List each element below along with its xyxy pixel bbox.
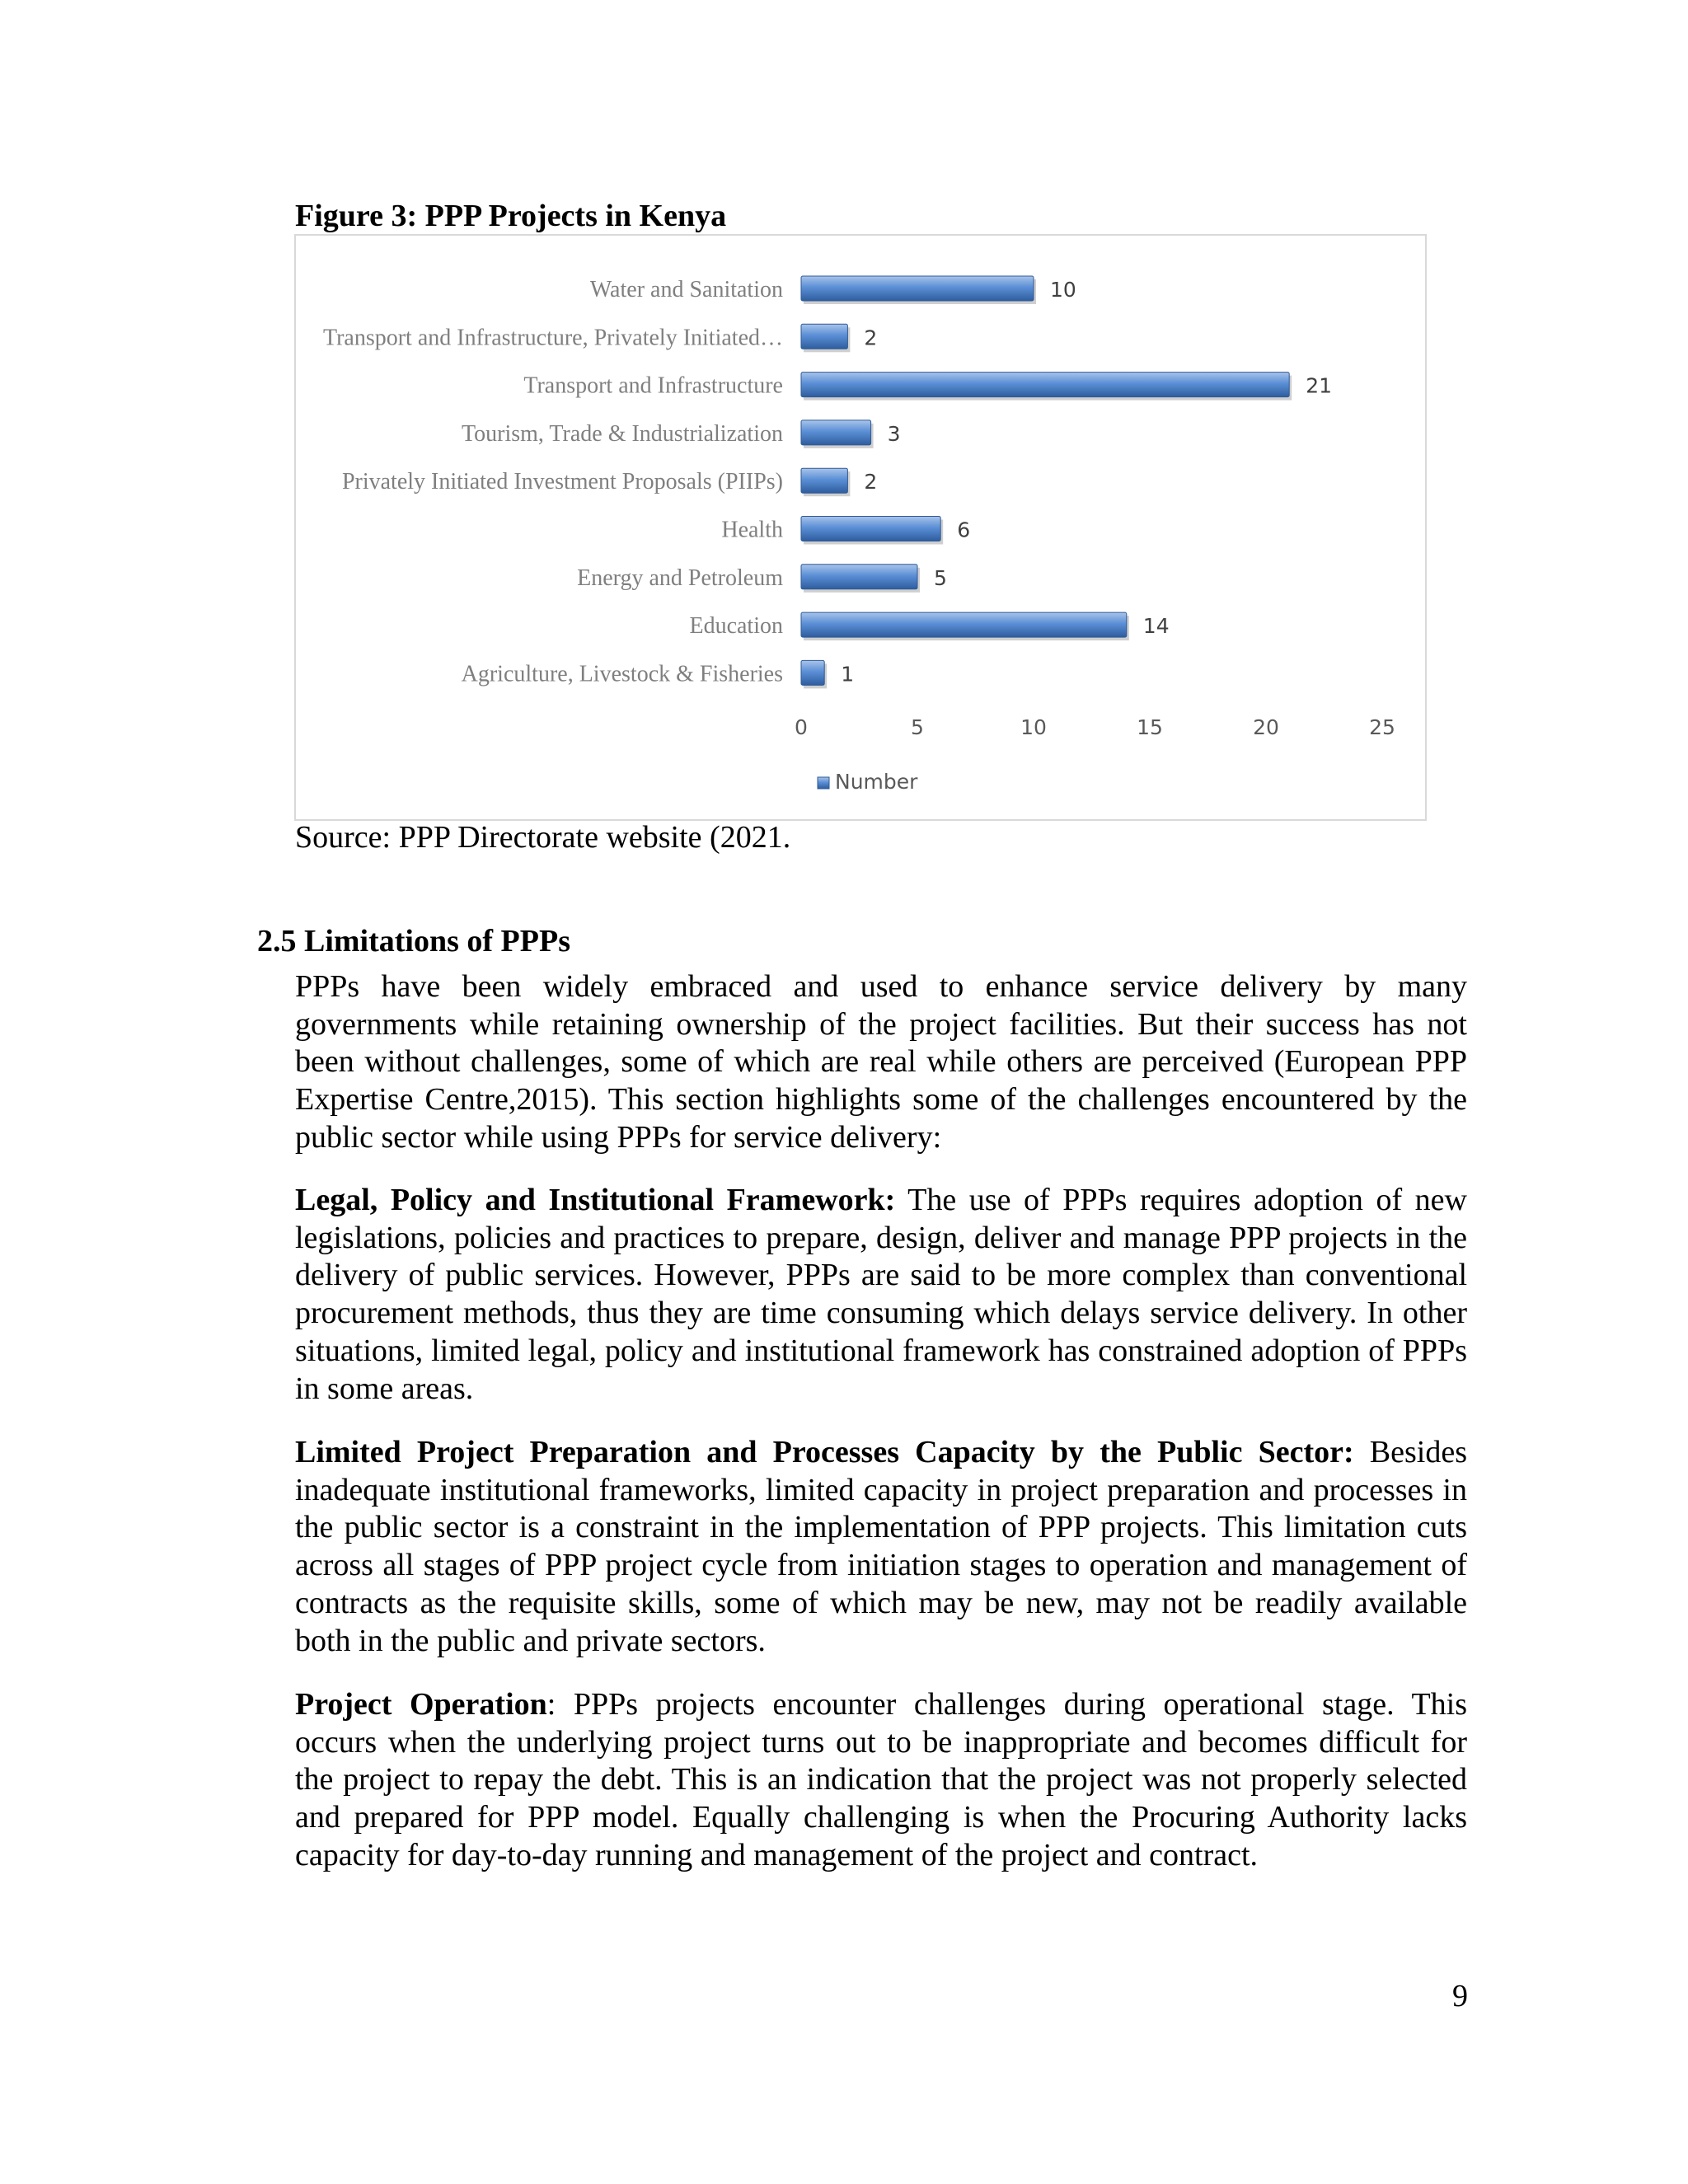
figure-source: Source: PPP Directorate website (2021. [295, 820, 791, 855]
category-label: Education [689, 613, 783, 640]
limited-capacity-title: Limited Project Preparation and Processes Capacity by the Public Sector: [295, 1435, 1354, 1469]
x-tick-label: 0 [795, 715, 808, 739]
bar-8 [801, 660, 824, 685]
legal-framework-title: Legal, Policy and Institutional Framework: [295, 1183, 896, 1217]
value-label: 3 [887, 421, 901, 446]
figure-title: Figure 3: PPP Projects in Kenya [295, 199, 727, 233]
bar-chart [294, 234, 1427, 821]
section-heading: 2.5 Limitations of PPPs [257, 924, 570, 958]
bar-3 [801, 420, 871, 445]
x-tick-label: 25 [1369, 715, 1395, 739]
category-label: Privately Initiated Investment Proposals (PIIPs) [341, 469, 783, 495]
bar-5 [801, 517, 940, 541]
x-tick-label: 20 [1253, 715, 1279, 739]
category-label: Transport and Infrastructure, Privately Initiated… [322, 325, 783, 351]
value-label: 1 [841, 662, 855, 687]
value-label: 14 [1142, 614, 1170, 639]
value-label: 2 [864, 326, 878, 350]
category-label: Energy and Petroleum [577, 565, 783, 591]
chart-canvas [296, 236, 1428, 823]
legend-label: Number [835, 770, 918, 794]
x-tick-label: 5 [911, 715, 924, 739]
bar-6 [801, 565, 917, 589]
category-label: Agriculture, Livestock & Fisheries [461, 661, 783, 687]
bar-7 [801, 612, 1127, 637]
page-number: 9 [1452, 1979, 1468, 2013]
project-operation-text: : PPPs projects encounter challenges during operational stage. This occurs when the underlying project turns out to be inappropriate and becomes difficult for the project to repay the debt. This is an indication that the project was not properly selected and prepared for PPP model. Equally challenging is when the Procuring Authority lacks capacity for day-to-day running and management of the project and contract. [295, 1687, 1467, 1872]
limited-capacity-paragraph [295, 1434, 1467, 1660]
legend-swatch [818, 777, 829, 789]
category-label: Tourism, Trade & Industrialization [461, 420, 783, 447]
x-tick-label: 10 [1020, 715, 1047, 739]
project-operation-title: Project Operation [295, 1687, 547, 1722]
category-label: Water and Sanitation [589, 277, 783, 302]
value-label: 5 [934, 565, 947, 590]
intro-paragraph: PPPs have been widely embraced and used to enhance service delivery by many governments while retaining ownership of the project facilities. But their success has not been without challenges, some of which are real while others are perceived (European PPP Expertise Centre,2015). This section highlights some of the challenges encountered by the public sector while using PPPs for service delivery: [295, 969, 1467, 1155]
bar-2 [801, 373, 1289, 397]
legal-framework-text: The use of PPPs requires adoption of new legislations, policies and practices to prepare, design, deliver and manage PPP projects in the delivery of public services. However, PPPs are said to be more complex than conventional procurement methods, thus they are time consuming which delays service delivery. In other situations, limited legal, policy and institutional framework has constrained adoption of PPPs in some areas. [295, 1183, 1467, 1406]
project-operation-paragraph [295, 1686, 1467, 1875]
legal-framework-paragraph [295, 1182, 1467, 1408]
category-label: Transport and Infrastructure [523, 373, 783, 399]
value-label: 2 [864, 470, 878, 494]
value-label: 6 [957, 518, 971, 542]
bar-4 [801, 468, 847, 493]
bar-1 [801, 324, 847, 349]
value-label: 21 [1306, 373, 1333, 398]
x-tick-label: 15 [1137, 715, 1163, 739]
value-label: 10 [1050, 278, 1076, 302]
bar-0 [801, 276, 1034, 301]
limited-capacity-text: Besides inadequate institutional frameworks, limited capacity in project preparation and processes in the public sector is a constraint in the implementation of PPP projects. This limitation cuts across all stages of PPP project cycle from initiation stages to operation and management of contracts as the requisite skills, some of which may be new, may not be readily available both in the public and private sectors. [295, 1435, 1467, 1658]
category-label: Health [721, 517, 783, 543]
